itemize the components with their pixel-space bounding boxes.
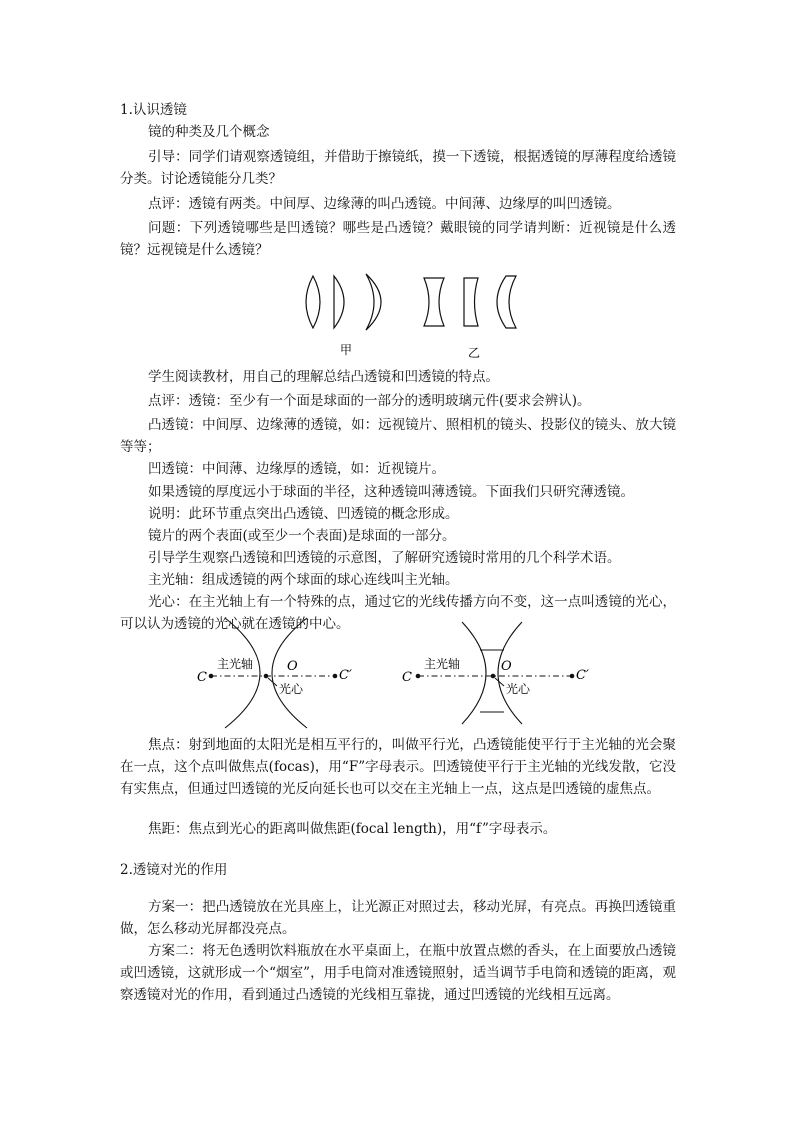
label-c: C <box>197 670 207 685</box>
sphere-arc-left-icon <box>462 622 486 724</box>
paragraph: 问题：下列透镜哪些是凹透镜？哪些是凸透镜？戴眼镜的同学请判断：近视镜是什么透镜？远视镜是什么透镜？ <box>120 220 676 258</box>
optical-center-point-icon <box>264 674 269 679</box>
label-o: O <box>287 659 298 674</box>
paragraph: 学生阅读教材，用自己的理解总结凸透镜和凹透镜的特点。 <box>148 369 499 385</box>
section-title-2: 2.透镜对光的作用 <box>120 862 228 878</box>
meniscus-convex-lens-icon <box>366 274 381 330</box>
optical-center-point-icon <box>491 674 496 679</box>
plano-concave-lens-icon <box>464 278 478 326</box>
section-title-1: 1.认识透镜 <box>120 102 187 118</box>
convex-lens-axis-figure <box>195 616 370 730</box>
label-c: C <box>402 670 412 685</box>
biconvex-lens-icon <box>306 276 320 328</box>
paragraph: 引导：同学们请观察透镜组，并借助于擦镜纸，摸一下透镜，根据透镜的厚薄程度给透镜分类。讨论透镜能分几类？ <box>120 149 676 187</box>
sphere-arc-left-icon <box>225 618 260 728</box>
paragraph: 光心：在主光轴上有一个特殊的点，通过它的光线传播方向不变，这一点叫透镜的光心，可以认为透镜的光心就在透镜的中心。 <box>120 594 676 632</box>
center-point-c-icon <box>416 674 421 679</box>
paragraph: 引导学生观察凸透镜和凹透镜的示意图，了解研究透镜时常用的几个科学术语。 <box>148 550 621 566</box>
label-optical-center: 光心 <box>506 682 531 696</box>
paragraph: 焦距：焦点到光心的距离叫做焦距(focal length)，用“f”字母表示。 <box>148 821 557 837</box>
label-principal-axis: 主光轴 <box>424 657 461 671</box>
paragraph: 方案一：把凸透镜放在光具座上，让光源正对照过去，移动光屏，有亮点。再换凹透镜重做，怎么移动光屏都没亮点。 <box>120 899 676 937</box>
paragraph: 凹透镜：中间薄、边缘厚的透镜，如：近视镜片。 <box>148 461 445 477</box>
paragraph: 点评：透镜：至少有一个面是球面的一部分的透明玻璃元件(要求会辨认)。 <box>148 393 591 409</box>
label-o: O <box>501 659 512 674</box>
center-point-c-icon <box>209 674 214 679</box>
center-point-c-prime-icon <box>570 674 575 679</box>
paragraph: 点评：透镜有两类。中间厚、边缘薄的叫凸透镜。中间薄、边缘厚的叫凹透镜。 <box>148 196 621 212</box>
plano-convex-lens-icon <box>334 276 344 328</box>
paragraph: 说明：此环节重点突出凸透镜、凹透镜的概念形成。 <box>148 506 459 522</box>
lens-types-figure <box>290 268 530 363</box>
figure-label-yi: 乙 <box>468 346 481 360</box>
label-c-prime: C′ <box>576 668 589 683</box>
concave-lens-axis-figure <box>400 616 600 730</box>
paragraph: 镜片的两个表面(或至少一个表面)是球面的一部分。 <box>148 528 456 544</box>
center-point-c-prime-icon <box>333 674 338 679</box>
paragraph: 凸透镜：中间厚、边缘薄的透镜，如：远视镜片、照相机的镜头、投影仪的镜头、放大镜等等； <box>120 417 676 455</box>
paragraph: 如果透镜的厚度远小于球面的半径，这种透镜叫薄透镜。下面我们只研究薄透镜。 <box>148 484 634 500</box>
paragraph: 主光轴：组成透镜的两个球面的球心连线叫主光轴。 <box>148 572 459 588</box>
label-principal-axis: 主光轴 <box>217 657 254 671</box>
meniscus-concave-lens-icon <box>497 276 516 328</box>
figure-label-jia: 甲 <box>340 343 353 357</box>
paragraph: 方案二：将无色透明饮料瓶放在水平桌面上，在瓶中放置点燃的香头，在上面要放凸透镜或凹透镜，这就形成一个“烟室”，用手电筒对准透镜照射，适当调节手电筒和透镜的距离，观察透镜对光的作用，看到通过凸透镜的光线相互靠拢，通过凹透镜的光线相互远离。 <box>120 943 676 1003</box>
paragraph: 焦点：射到地面的太阳光是相互平行的，叫做平行光，凸透镜能使平行于主光轴的光会聚在一点，这个点叫做焦点(focas)，用“F”字母表示。凹透镜使平行于主光轴的光线发散，它没有实焦点，但通过凹透镜的光反向延长也可以交在主光轴上一点，这点是凹透镜的虚焦点。 <box>120 737 676 797</box>
label-optical-center: 光心 <box>279 682 304 696</box>
paragraph: 镜的种类及几个概念 <box>148 124 270 140</box>
label-c-prime: C′ <box>339 668 352 683</box>
biconcave-lens-icon <box>424 278 444 326</box>
